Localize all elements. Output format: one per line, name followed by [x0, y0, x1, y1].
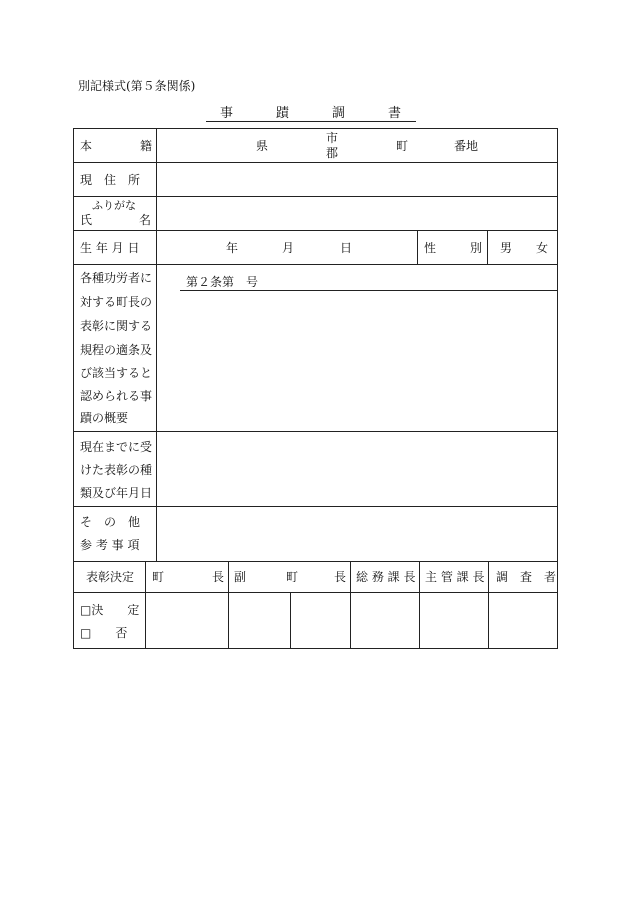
machi-label: 町 [396, 139, 409, 153]
month-label: 月 [282, 241, 295, 255]
form-reference: 別記様式(第５条関係) [78, 79, 196, 93]
gun-label: 郡 [326, 146, 339, 160]
ken-label: 県 [256, 139, 269, 153]
female-label: 女 [536, 241, 549, 255]
row-divider [73, 506, 558, 507]
hyosho-label-line: 類及び年月日 [80, 486, 153, 500]
approval-divider [228, 561, 229, 649]
shimei-label-a: 氏 [80, 213, 93, 227]
approval-divider [419, 561, 420, 649]
banchi-label: 番地 [454, 139, 479, 153]
deputy-label-a: 副 [234, 570, 247, 584]
mayor-label-a: 町 [152, 570, 165, 584]
hyosho-label-line: けた表彰の種 [80, 463, 153, 477]
approval-divider [290, 592, 291, 649]
birthdate-sex-divider [417, 230, 418, 264]
gaiyo-label-line: 規程の適条及 [80, 343, 153, 357]
label-column-divider [156, 128, 157, 561]
decided-checkbox[interactable]: □決 定 [80, 603, 140, 617]
inspector-label: 調 査 者 [496, 570, 557, 584]
sonota-label-line: 参 考 事 項 [80, 538, 140, 552]
shi-label: 市 [326, 131, 339, 145]
genjusho-label: 現 住 所 [80, 173, 141, 187]
male-label: 男 [500, 241, 513, 255]
row-divider [73, 431, 558, 432]
row-divider [73, 230, 558, 231]
sex-value-divider [487, 230, 488, 264]
form-title: 事 蹟 調 書 [220, 106, 403, 121]
approval-divider [350, 561, 351, 649]
gaiyo-label-line: 蹟の概要 [80, 411, 129, 425]
article-underline [180, 290, 558, 291]
row-divider [73, 264, 558, 265]
approval-divider [488, 561, 489, 649]
gaiyo-label-line: 表彰に関する [80, 319, 153, 333]
rejected-checkbox[interactable]: □ 否 [80, 626, 128, 640]
sonota-label-line: そ の 他 [80, 515, 141, 529]
deputy-label-b: 町 [286, 570, 299, 584]
honseki-label: 本 籍 [80, 139, 153, 153]
general-affairs-label: 総 務 課 長 [356, 570, 416, 584]
furigana-label: ふりがな [92, 199, 136, 212]
gaiyo-label-line: 各種功労者に [80, 271, 153, 285]
gaiyo-label-line: 認められる事 [80, 389, 153, 403]
supervising-label: 主 管 課 長 [425, 570, 485, 584]
sex-label-a: 性 [424, 241, 437, 255]
row-divider [73, 196, 558, 197]
shimei-label-b: 名 [139, 213, 152, 227]
approval-divider [145, 561, 146, 649]
article-number: 第２条第 号 [186, 275, 259, 289]
birthdate-label: 生 年 月 日 [80, 241, 140, 255]
gaiyo-label-line: 対する町長の [80, 295, 153, 309]
title-underline [206, 121, 416, 122]
year-label: 年 [226, 241, 239, 255]
hyosho-label-line: 現在までに受 [80, 440, 153, 454]
day-label: 日 [340, 241, 353, 255]
deputy-label-c: 長 [334, 570, 347, 584]
sex-label-b: 別 [470, 241, 483, 255]
decision-label: 表彰決定 [86, 570, 135, 584]
gaiyo-label-line: び該当すると [80, 366, 153, 380]
row-divider [73, 162, 558, 163]
mayor-label-b: 長 [212, 570, 225, 584]
